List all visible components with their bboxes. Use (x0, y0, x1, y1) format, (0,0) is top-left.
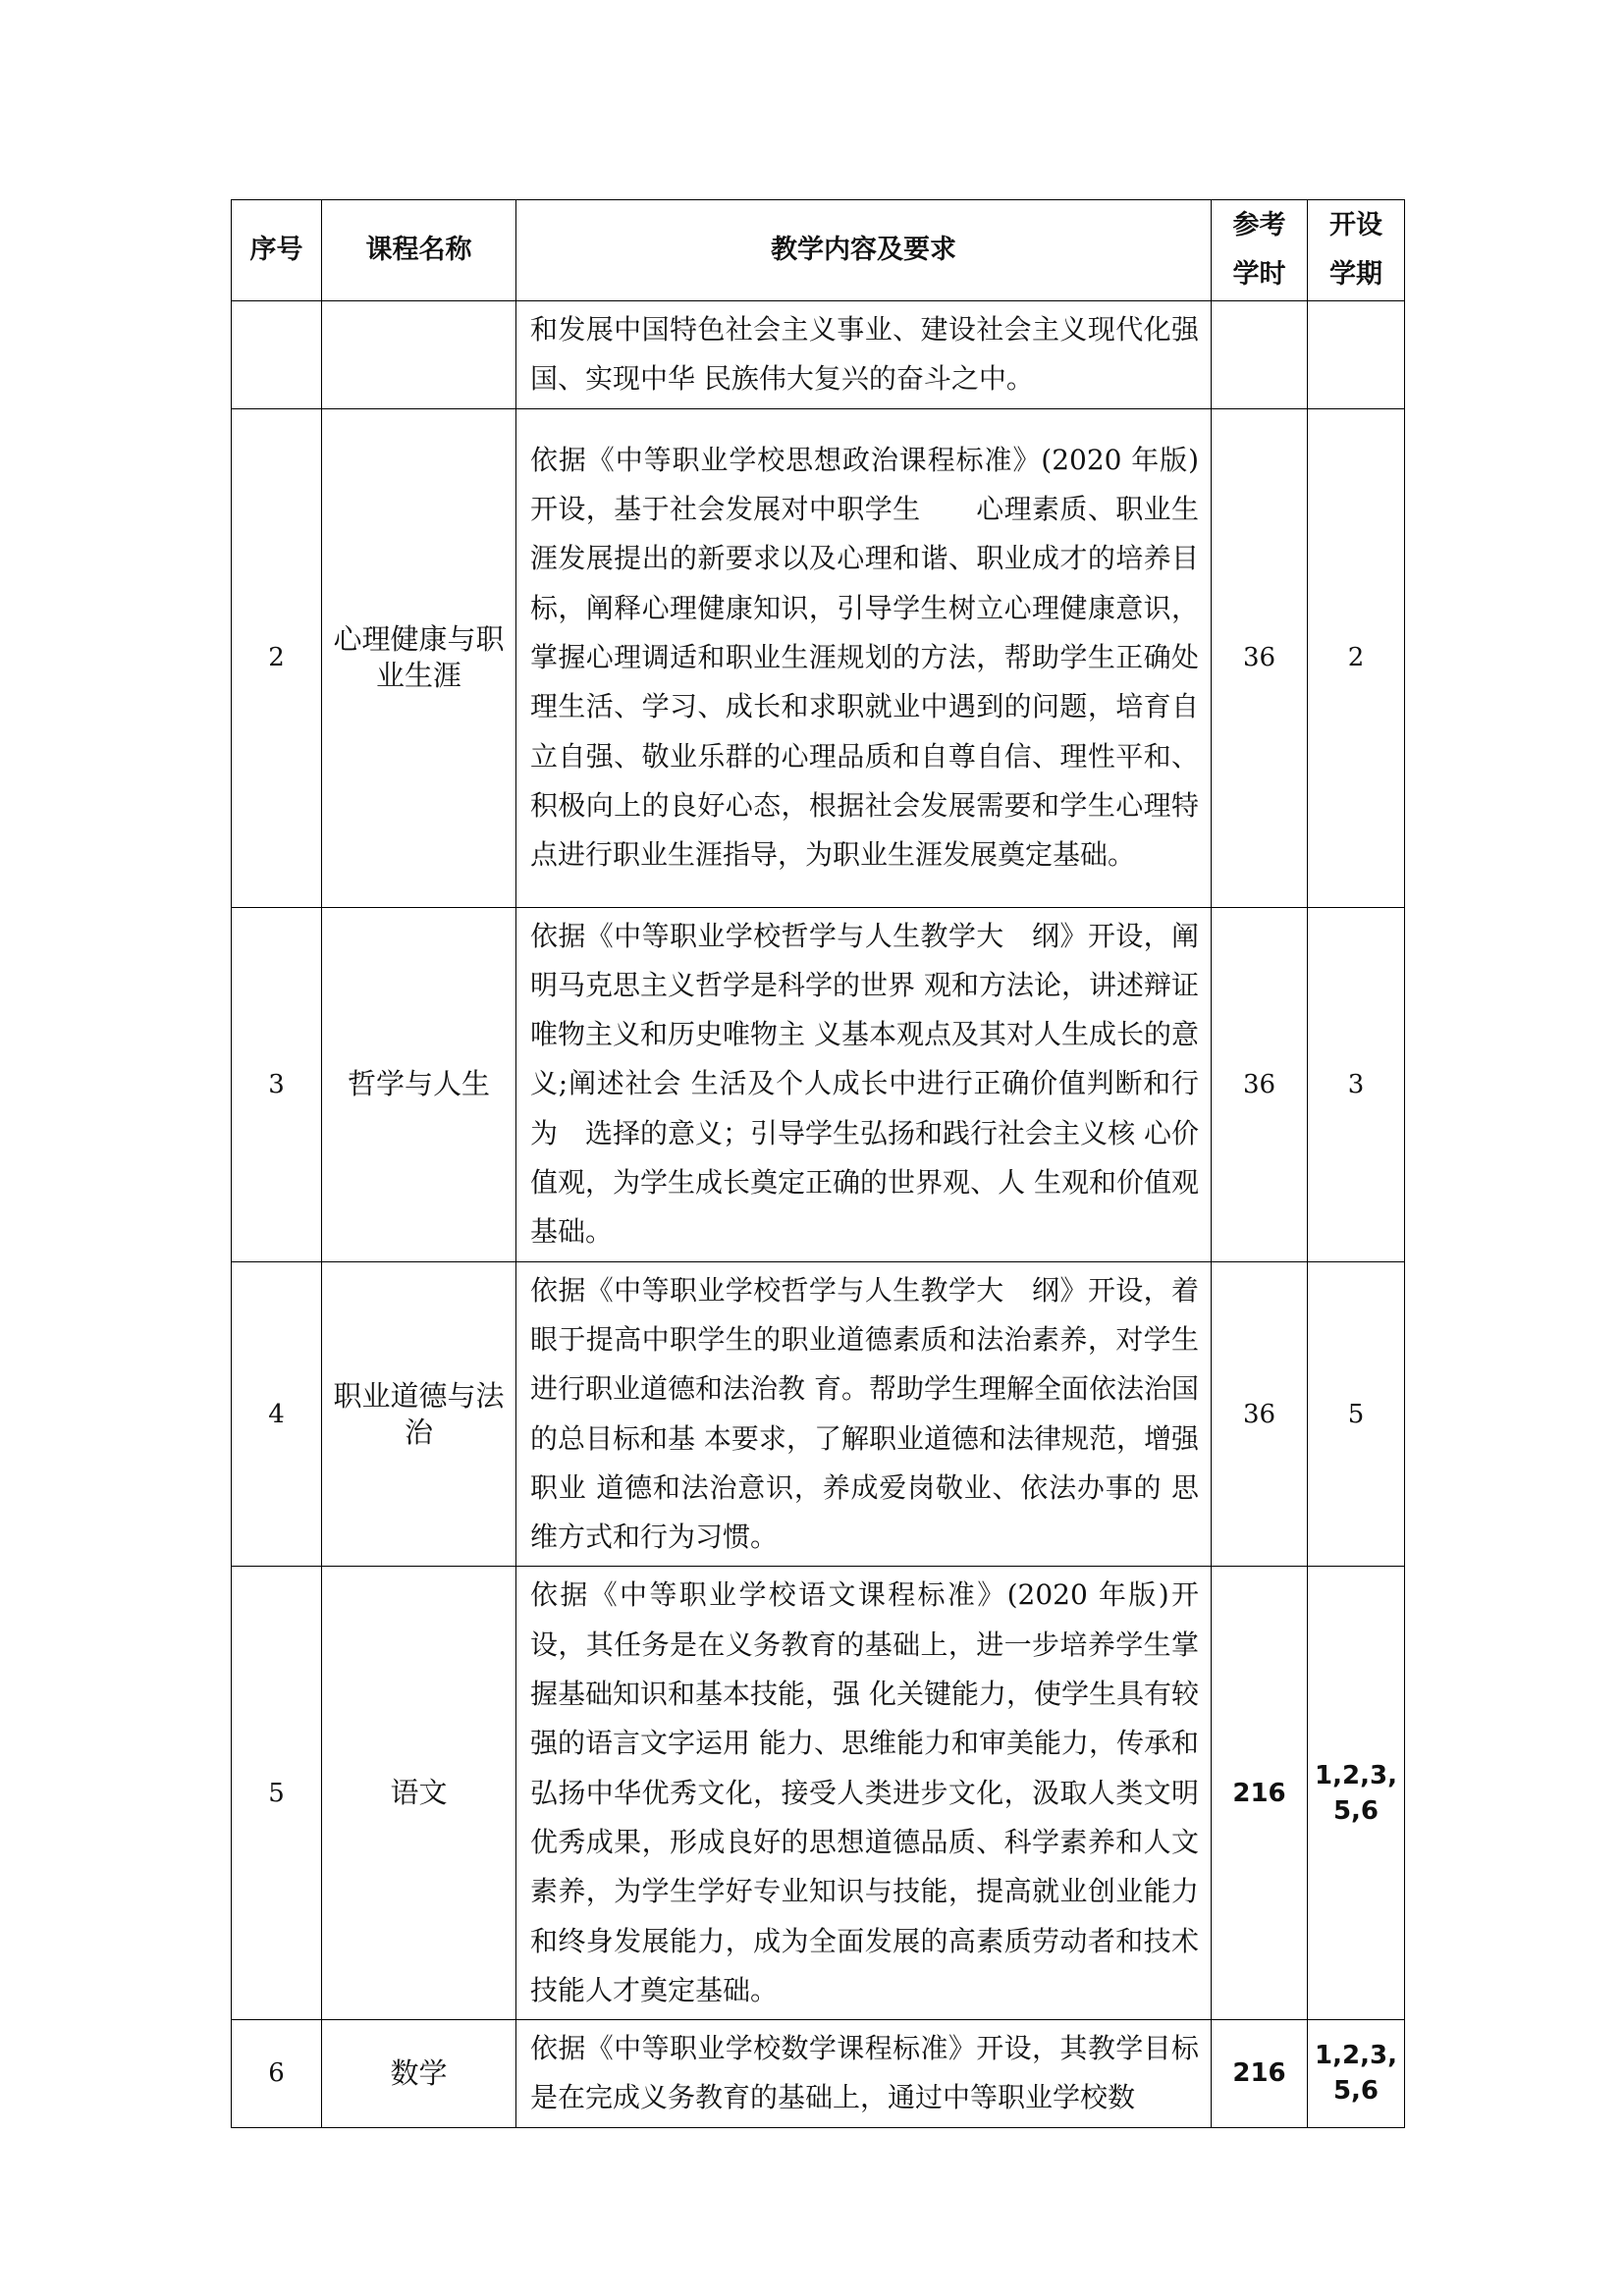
row-no: 2 (232, 408, 322, 907)
row-name (322, 301, 516, 409)
row-no: 4 (232, 1261, 322, 1567)
row-hours: 36 (1212, 907, 1308, 1261)
row-hours: 216 (1212, 2020, 1308, 2128)
row-content: 依据《中等职业学校哲学与人生教学大 纲》开设，阐明马克思主义哲学是科学的世界 观和方法论，讲述辩证唯物主义和历史唯物主 义基本观点及其对人生成长的意义;阐述社会 生活及个人成长中进行正确价值判断和行为 选择的意义；引导学生弘扬和践行社会主义核 心价值观，为学生成长奠定正确的世界观、人 生观和价值观基础。 (516, 907, 1212, 1261)
row-content: 依据《中等职业学校哲学与人生教学大 纲》开设，着眼于提高中职学生的职业道德素质和法治素养，对学生进行职业道德和法治教 育。帮助学生理解全面依法治国的总目标和基 本要求，了解职业道德和法律规范，增强职业 道德和法治意识，养成爱岗敬业、依法办事的 思维方式和行为习惯。 (516, 1261, 1212, 1567)
row-term: 1,2,3, 5,6 (1308, 2020, 1405, 2128)
course-table (231, 199, 1405, 2128)
row-name: 哲学与人生 (322, 907, 516, 1261)
row-term (1308, 301, 1405, 409)
row-content: 和发展中国特色社会主义事业、建设社会主义现代化强国、实现中华 民族伟大复兴的奋斗之中。 (516, 301, 1212, 409)
row-hours: 216 (1212, 1567, 1308, 2020)
row-no: 5 (232, 1567, 322, 2020)
table-row (232, 2020, 1405, 2128)
row-no: 6 (232, 2020, 322, 2128)
table-row (232, 1567, 1405, 2020)
header-name: 课程名称 (322, 200, 516, 301)
header-content: 教学内容及要求 (516, 200, 1212, 301)
row-name: 语文 (322, 1567, 516, 2020)
row-term: 1,2,3, 5,6 (1308, 1567, 1405, 2020)
row-hours: 36 (1212, 408, 1308, 907)
table-row (232, 1261, 1405, 1567)
header-no: 序号 (232, 200, 322, 301)
row-hours: 36 (1212, 1261, 1308, 1567)
row-term: 2 (1308, 408, 1405, 907)
row-name: 数学 (322, 2020, 516, 2128)
row-content: 依据《中等职业学校语文课程标准》(2020 年版)开设，其任务是在义务教育的基础上，进一步培养学生掌握基础知识和基本技能，强 化关键能力，使学生具有较强的语言文字运用 能力、思维能力和审美能力，传承和弘扬中华优秀文化，接受人类进步文化，汲取人类文明 优秀成果，形成良好的思想道德品质、科学素养和人文素养，为学生学好专业知识与技能，提高就业创业能力和终身发展能力，成为全面发展的高素质劳动者和技术技能人才奠定基础。 (516, 1567, 1212, 2020)
header-hours: 参考 学时 (1212, 200, 1308, 301)
row-name: 心理健康与职业生涯 (322, 408, 516, 907)
row-term: 5 (1308, 1261, 1405, 1567)
row-term: 3 (1308, 907, 1405, 1261)
row-name: 职业道德与法治 (322, 1261, 516, 1567)
row-no (232, 301, 322, 409)
row-content: 依据《中等职业学校数学课程标准》开设，其教学目标是在完成义务教育的基础上，通过中等职业学校数 (516, 2020, 1212, 2128)
header-row (232, 200, 1405, 301)
table-row (232, 907, 1405, 1261)
row-no: 3 (232, 907, 322, 1261)
header-term: 开设 学期 (1308, 200, 1405, 301)
table-row (232, 301, 1405, 409)
row-content: 依据《中等职业学校思想政治课程标准》(2020 年版)开设，基于社会发展对中职学生 心理素质、职业生涯发展提出的新要求以及心理和谐、职业成才的培养目标，阐释心理健康知识，引导学生树立心理健康意识，掌握心理调适和职业生涯规划的方法，帮助学生正确处理生活、学习、成长和求职就业中遇到的问题，培育自立自强、敬业乐群的心理品质和自尊自信、理性平和、积极向上的良好心态，根据社会发展需要和学生心理特点进行职业生涯指导，为职业生涯发展奠定基础。 (516, 408, 1212, 907)
table-row (232, 408, 1405, 907)
row-hours (1212, 301, 1308, 409)
